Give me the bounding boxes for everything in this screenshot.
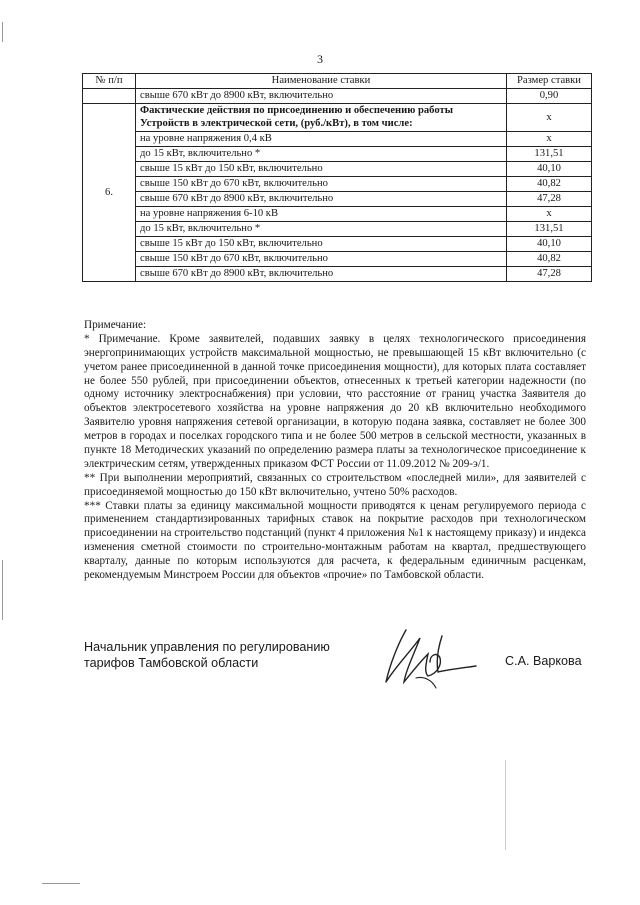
scan-edge-mark xyxy=(2,22,3,42)
table-cell-value: 131,51 xyxy=(507,222,592,237)
scan-edge-mark xyxy=(505,760,506,850)
table-cell-value: 40,10 xyxy=(507,237,592,252)
column-header-name: Наименование ставки xyxy=(136,74,507,89)
table-cell-name: свыше 670 кВт до 8900 кВт, включительно xyxy=(136,89,507,104)
table-row xyxy=(83,104,592,132)
table-cell-name: свыше 670 кВт до 8900 кВт, включительно xyxy=(136,192,507,207)
table-cell-value: х xyxy=(507,207,592,222)
table-header-row xyxy=(83,74,592,89)
table-cell-value: х xyxy=(507,132,592,147)
table-cell-name: на уровне напряжения 6-10 кВ xyxy=(136,207,507,222)
note-single-asterisk: * Примечание. Кроме заявителей, подавших заявку в целях технологического присоединения энергопринимающих устройств максимальной мощностью, не превышающей 15 кВт включительно (с учетом ранее присоединенной в данной точке присоединения мощности), для которых плата составляет не более 550 рублей, при присоединении объектов, отнесенных к третьей категории надежности (по одному источнику электроснабжения) при условии, что расстояние от границ участка Заявителя до объектов электросетевого хозяйства на уровне напряжения до 20 кВ включительно необходимого Заявителю уровня напряжения сетевой организации, в которую подана заявка, составляет не более 300 метров в городах и поселках городского типа и не более 500 метров в сельской местности, указанных в пункте 18 Методических указаний по определению размера платы за технологическое присоединение к электрическим сетям, утвержденных приказом ФСТ России от 11.09.2012 № 209-э/1. xyxy=(84,332,586,470)
notes-heading: Примечание: xyxy=(84,319,147,331)
column-header-number: № п/п xyxy=(83,74,136,89)
signatory-name: С.А. Варкова xyxy=(505,654,582,668)
table-cell-number: 6. xyxy=(83,104,136,282)
table-cell-value: 40,82 xyxy=(507,252,592,267)
table-row xyxy=(83,162,592,177)
table-row xyxy=(83,132,592,147)
table-cell-name: свыше 150 кВт до 670 кВт, включительно xyxy=(136,177,507,192)
table-cell-value: х xyxy=(507,104,592,132)
table-row xyxy=(83,89,592,104)
table-row xyxy=(83,177,592,192)
table-cell-value: 131,51 xyxy=(507,147,592,162)
table-cell-value: 40,82 xyxy=(507,177,592,192)
table-cell-value: 40,10 xyxy=(507,162,592,177)
table-row xyxy=(83,147,592,162)
signatory-position xyxy=(84,640,330,671)
table-cell-name: Фактические действия по присоединению и обеспечению работы Устройств в электрической сети, (руб./кВт), в том числе: xyxy=(136,104,507,132)
notes-section xyxy=(84,319,586,583)
table-row xyxy=(83,222,592,237)
signatory-position-line-2: тарифов Тамбовской области xyxy=(84,655,259,670)
table-cell-name: на уровне напряжения 0,4 кВ xyxy=(136,132,507,147)
column-header-value: Размер ставки xyxy=(507,74,592,89)
table-cell-value: 0,90 xyxy=(507,89,592,104)
table-cell-name: свыше 670 кВт до 8900 кВт, включительно xyxy=(136,267,507,282)
table-row xyxy=(83,267,592,282)
table-row xyxy=(83,192,592,207)
rates-table xyxy=(82,73,592,282)
scan-edge-mark xyxy=(42,883,80,884)
table-body xyxy=(83,89,592,282)
handwritten-signature xyxy=(376,618,486,698)
signatory-position-line-1: Начальник управления по регулированию xyxy=(84,640,330,654)
table-row xyxy=(83,237,592,252)
table-cell-name: свыше 15 кВт до 150 кВт, включительно xyxy=(136,237,507,252)
table-row xyxy=(83,252,592,267)
table-cell-value: 47,28 xyxy=(507,192,592,207)
page-number: 3 xyxy=(317,52,323,66)
note-triple-asterisk: *** Ставки платы за единицу максимальной мощности приводятся к ценам регулируемого периода с применением стандартизированных тарифных ставок на покрытие расходов при технологическом присоединении на строительство подстанций (пункт 4 приложения №1 к настоящему приказу) и индекса изменения сметной стоимости по строительно-монтажным работам на квартал, предшествующего кварталу, данные по которым используются для расчета, к федеральным единичным расценкам, рекомендуемым Минстроем России для объектов «прочие» по Тамбовской области. xyxy=(84,499,586,582)
note-double-asterisk: ** При выполнении мероприятий, связанных со строительством «последней мили», для заявителей с присоединяемой мощностью до 150 кВт включительно, учтено 50% расходов. xyxy=(84,471,586,498)
table-row xyxy=(83,207,592,222)
table-cell-value: 47,28 xyxy=(507,267,592,282)
table-cell-number xyxy=(83,89,136,104)
table-cell-name: свыше 15 кВт до 150 кВт, включительно xyxy=(136,162,507,177)
table-cell-name: свыше 150 кВт до 670 кВт, включительно xyxy=(136,252,507,267)
scan-edge-mark xyxy=(2,560,3,620)
table-cell-name: до 15 кВт, включительно * xyxy=(136,147,507,162)
table-cell-name: до 15 кВт, включительно * xyxy=(136,222,507,237)
